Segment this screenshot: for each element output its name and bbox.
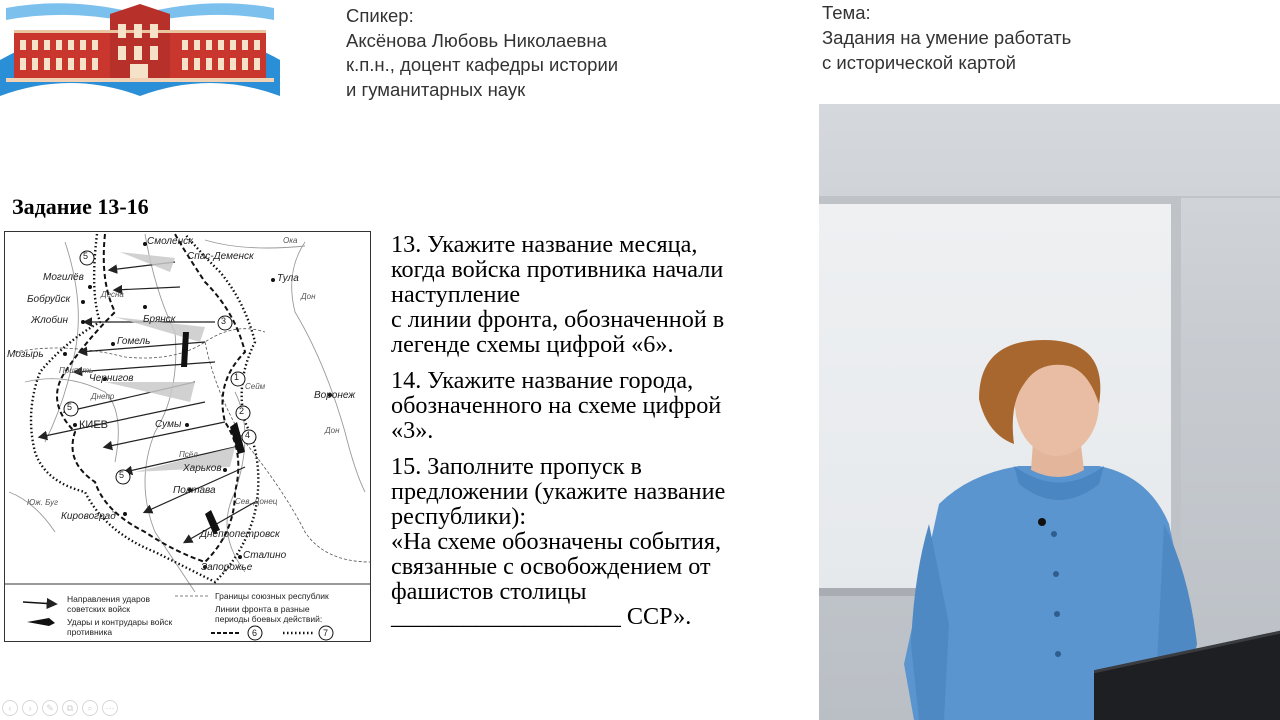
river-desna: Десна: [101, 290, 124, 299]
question-15: [391, 454, 816, 629]
question-13-line: наступление: [391, 281, 521, 308]
topic-label: Тема:: [822, 2, 871, 23]
question-15-line: связанные с освобождением от: [391, 553, 711, 580]
city-zaporozhye: Запорожье: [201, 562, 253, 573]
question-13-line: легенде схемы цифрой «6».: [391, 331, 674, 358]
question-13: [391, 232, 816, 357]
questions-block: [391, 232, 816, 640]
city-kirovograd: Кировоград: [61, 511, 116, 522]
question-15-line: фашистов столицы: [391, 578, 587, 605]
marker-5-west: 5: [67, 402, 73, 412]
speaker-position: к.п.н., доцент кафедры истории: [346, 54, 619, 75]
prev-icon[interactable]: ‹: [2, 700, 18, 716]
legend-line-6: 6: [252, 628, 258, 638]
question-13-line: 13. Укажите название месяца,: [391, 231, 698, 258]
marker-5-north: 5: [83, 251, 89, 261]
marker-5-south: 5: [119, 470, 125, 480]
zoom-icon[interactable]: ⌕: [82, 700, 98, 716]
city-gomel: Гомель: [117, 336, 151, 347]
speaker-label: Спикер:: [346, 5, 414, 26]
river-don-south: Дон: [325, 426, 340, 435]
marker-2: 2: [239, 406, 245, 416]
historical-map: [4, 231, 371, 642]
question-13-line: когда войска противника начали: [391, 256, 724, 283]
question-15-line: предложении (укажите название: [391, 478, 726, 505]
marker-4: 4: [245, 430, 251, 440]
river-seym: Сейм: [245, 382, 266, 391]
river-oka: Ока: [283, 236, 298, 245]
question-15-line: ___________________ ССР».: [391, 603, 692, 630]
city-sumy: Сумы: [155, 419, 182, 430]
legend-soviet-strikes: Направления ударов советских войск: [67, 594, 150, 614]
speaker-department: и гуманитарных наук: [346, 78, 526, 100]
topic-title-line2: с исторической картой: [822, 52, 1016, 73]
river-dnepr: Днепр: [91, 392, 115, 401]
river-pripyat: Припять: [59, 366, 94, 375]
city-dnepropetrovsk: Днепропетровск: [200, 529, 280, 540]
question-15-line: «На схеме обозначены события,: [391, 528, 722, 555]
question-14-line: 14. Укажите название города,: [391, 367, 694, 394]
marker-1: 1: [234, 372, 240, 382]
river-severny-donets: Сев. Донец: [235, 497, 278, 506]
river-psel: Псёл: [179, 450, 198, 459]
city-bryansk: Брянск: [143, 314, 176, 325]
city-chernigov: Чернигов: [89, 373, 134, 384]
task-title: Задание 13-16: [12, 194, 149, 219]
question-15-line: республики):: [391, 503, 527, 530]
legend-enemy-strikes: Удары и контрудары войск противника: [67, 617, 173, 637]
city-spas-demensk: Спас-Деменск: [187, 251, 254, 262]
question-15-line: 15. Заполните пропуск в: [391, 453, 642, 480]
city-kiev: КИЕВ: [79, 419, 108, 431]
question-13-line: с линии фронта, обозначенной в: [391, 306, 725, 333]
pen-icon[interactable]: ✎: [42, 700, 58, 716]
legend-borders: Границы союзных республик: [215, 591, 329, 601]
legend-front-lines: Линии фронта в разные периоды боевых действий:: [215, 604, 323, 624]
topic-info: [822, 0, 1071, 75]
city-zhlobin: Жлобин: [31, 315, 69, 326]
city-poltava: Полтава: [173, 485, 216, 496]
city-mozyr: Мозырь: [7, 349, 44, 360]
city-kharkov: Харьков: [183, 463, 222, 474]
topic-title-line1: Задания на умение работать: [822, 27, 1072, 48]
next-icon[interactable]: ›: [22, 700, 38, 716]
city-smolensk: Смоленск: [147, 236, 193, 247]
city-stalino: Сталино: [243, 550, 287, 561]
city-voronezh: Воронеж: [314, 390, 356, 401]
speaker-video: [819, 104, 1280, 720]
question-14: [391, 368, 816, 443]
question-14-line: «3».: [391, 417, 434, 444]
city-bobruisk: Бобруйск: [27, 294, 71, 305]
speaker-name: Аксёнова Любовь Николаевна: [346, 29, 607, 51]
speaker-info: [346, 4, 618, 102]
river-don-north: Дон: [301, 292, 316, 301]
city-mogilev: Могилёв: [43, 272, 84, 283]
copy-icon[interactable]: ⧉: [62, 700, 78, 716]
city-tula: Тула: [277, 273, 299, 284]
legend-line-7: 7: [323, 628, 329, 638]
speaker-figure: [819, 104, 1280, 720]
more-icon[interactable]: ⋯: [102, 700, 118, 716]
marker-3: 3: [221, 316, 227, 326]
player-controls: [0, 697, 118, 719]
university-logo: [0, 0, 280, 100]
question-14-line: обозначенного на схеме цифрой: [391, 392, 722, 419]
river-yuzhny-bug: Юж. Буг: [27, 498, 59, 507]
